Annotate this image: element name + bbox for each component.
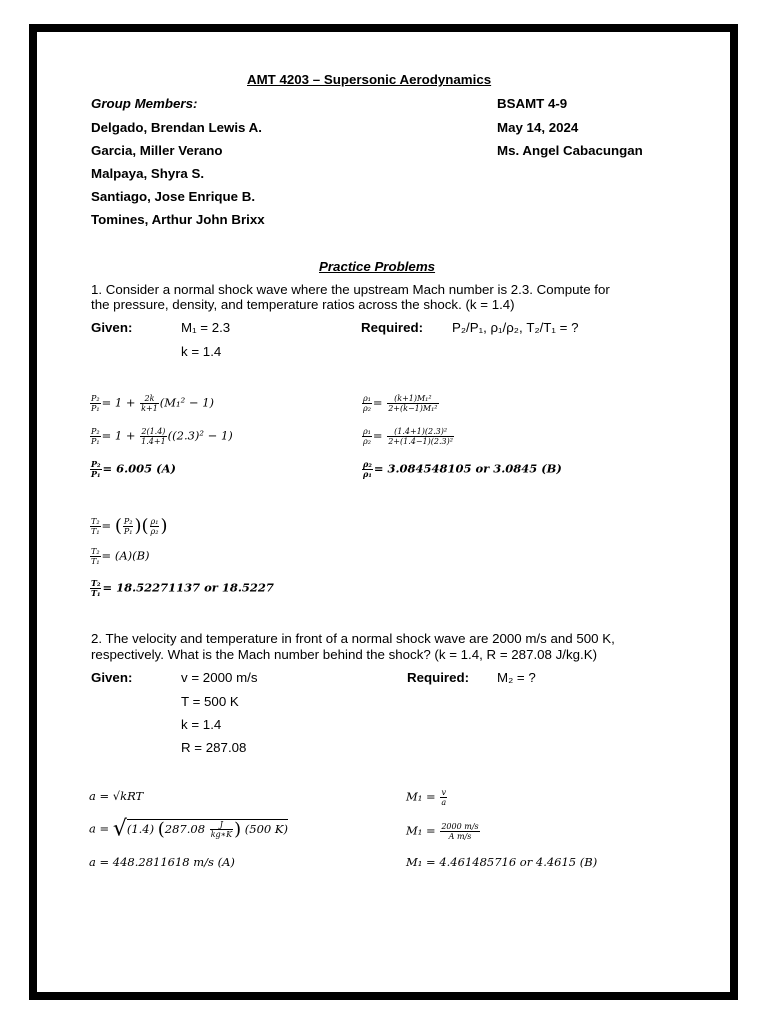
problem2-given-k: k = 1.4 — [181, 717, 222, 732]
sound-speed-result: a = 448.2811618 m/s (A) — [89, 855, 235, 869]
problem1-statement-line1: 1. Consider a normal shock wave where the upstream Mach number is 2.3. Compute for — [91, 282, 610, 297]
density-ratio-formula: $\frac{\text{ρ₁}}{\text{ρ₂}}$ = $\frac{\text{(k+1)M₁²}}{\text{2+(k−1)M₁²}}$ — [363, 394, 438, 413]
temperature-ratio-result: $\frac{\text{T₂}}{\text{T₁}}$ = 18.52271137 or 18.5227 — [91, 578, 274, 598]
problem2-statement-line2: respectively. What is the Mach number behind the shock? (k = 1.4, R = 287.08 J/kg.K) — [91, 647, 598, 662]
problem1-required-text: P₂/P₁, ρ₁/ρ₂, T₂/T₁ = ? — [452, 320, 579, 335]
member-name: Malpaya, Shyra S. — [91, 166, 205, 181]
member-name: Tomines, Arthur John Brixx — [91, 212, 265, 227]
problem1-given-k: k = 1.4 — [181, 344, 222, 359]
problem2-required-text: M₂ = ? — [497, 670, 536, 685]
problem2-given-r: R = 287.08 — [181, 740, 247, 755]
mach-result: M₁ = 4.461485716 or 4.4615 (B) — [406, 855, 598, 869]
practice-problems-title: Practice Problems — [319, 259, 436, 274]
temperature-ratio-formula: $\frac{\text{T₂}}{\text{T₁}}$ = ( $\frac{\text{P₂}}{\text{P₁}}$ )( $\frac{\text{ρ₁}}{\text{ρ₂}}$ ) — [91, 515, 168, 537]
sound-speed-substitution: a = √(1.4) (287.08 $\frac{J}{kg∗K}$ ) (500 K) — [89, 816, 288, 842]
member-name: Santiago, Jose Enrique B. — [91, 189, 256, 204]
instructor: Ms. Angel Cabacungan — [497, 143, 643, 158]
problem2-given-v: v = 2000 m/s — [181, 670, 258, 685]
pressure-ratio-substitution: $\frac{\text{P₂}}{\text{P₁}}$ = 1 + $\frac{2(1.4)}{1.4+1}$ ((2.3)² − 1) — [91, 427, 233, 446]
temperature-ratio-substitution: $\frac{\text{T₂}}{\text{T₁}}$ = (A)(B) — [91, 547, 150, 566]
problem2-statement-line1: 2. The velocity and temperature in front of a normal shock wave are 2000 m/s and 500 K, — [91, 631, 615, 646]
problem1-given-m1: M₁ = 2.3 — [181, 320, 231, 335]
density-ratio-substitution: $\frac{\text{ρ₁}}{\text{ρ₂}}$ = $\frac{\text{(1.4+1)(2.3)²}}{\text{2+(1.4−1)(2.3)²}}$ — [363, 427, 453, 446]
mach-formula: M₁ = $\frac{v}{a}$ — [406, 788, 447, 807]
problem1-statement-line2: the pressure, density, and temperature ratios across the shock. (k = 1.4) — [91, 297, 515, 312]
section: BSAMT 4-9 — [497, 96, 568, 111]
pressure-ratio-result: $\frac{\text{P₂}}{\text{P₁}}$ = 6.005 (A) — [91, 459, 176, 479]
problem2-given-label: Given: — [91, 670, 133, 685]
problem2-required-label: Required: — [407, 670, 470, 685]
problem2-given-t: T = 500 K — [181, 694, 239, 709]
pressure-ratio-formula: $\frac{\text{P₂}}{\text{P₁}}$ = 1 + $\frac{2k}{k+1}$ (M₁² − 1) — [91, 394, 215, 413]
mach-substitution: M₁ = $\frac{2000 m/s}{\text{A m/s}}$ — [406, 822, 479, 841]
density-ratio-result: $\frac{\text{ρ₂}}{\text{ρ₁}}$ = 3.084548105 or 3.0845 (B) — [363, 459, 562, 479]
problem1-required-label: Required: — [361, 320, 424, 335]
problem1-given-label: Given: — [91, 320, 133, 335]
member-name: Garcia, Miller Verano — [91, 143, 223, 158]
course-title: AMT 4203 – Supersonic Aerodynamics — [247, 72, 492, 87]
sound-speed-formula: a = √kRT — [89, 789, 144, 803]
member-name: Delgado, Brendan Lewis A. — [91, 120, 262, 135]
group-members-label: Group Members: — [91, 96, 198, 111]
date: May 14, 2024 — [497, 120, 579, 135]
